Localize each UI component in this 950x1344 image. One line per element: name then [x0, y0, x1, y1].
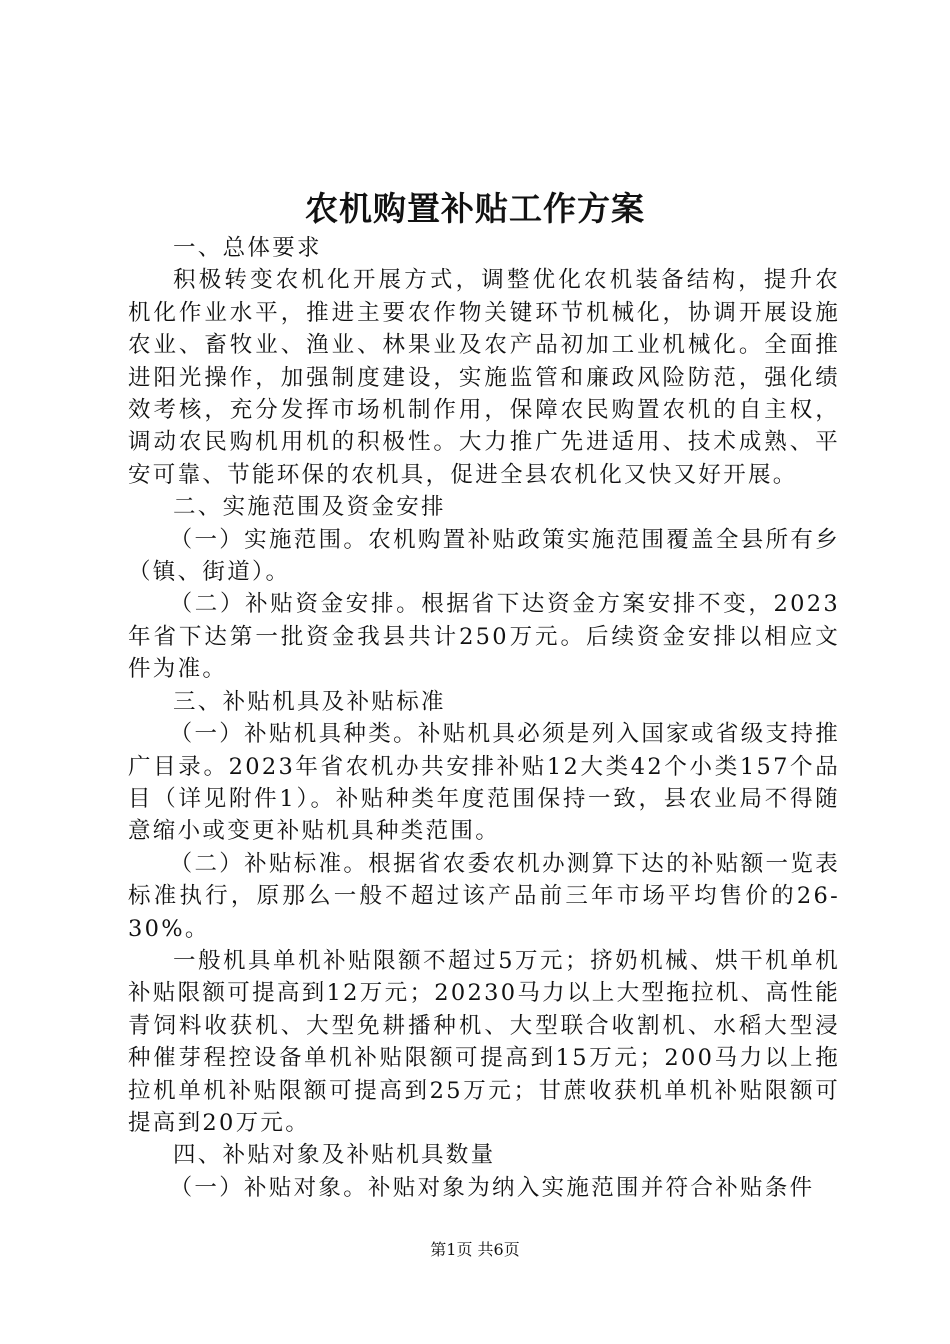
paragraph: （一）补贴对象。补贴对象为纳入实施范围并符合补贴条件 [169, 1174, 815, 1201]
paragraph: （一）实施范围。农机购置补贴政策实施范围覆盖全县所有乡（镇、街道）。 [128, 526, 840, 586]
paragraph: （二）补贴标准。根据省农委农机办测算下达的补贴额一览表标准执行，原那么一般不超过该产品前三年市场平均售价的26-30%。 [128, 850, 840, 942]
section-heading: 二、实施范围及资金安排 [173, 494, 446, 521]
section-heading: 一、总体要求 [173, 235, 322, 261]
section-heading: 三、补贴机具及补贴标准 [173, 688, 446, 715]
document-body [128, 232, 840, 1204]
paragraph: （二）补贴资金安排。根据省下达资金方案安排不变，2023年省下达第一批资金我县共计250万元。后续资金安排以相应文件为准。 [128, 591, 840, 683]
paragraph: 一般机具单机补贴限额不超过5万元；挤奶机械、烘干机单机补贴限额可提高到12万元；20230马力以上大型拖拉机、高性能青饲料收获机、大型免耕播种机、大型联合收割机、水稻大型浸种催芽程控设备单机补贴限额可提高到15万元；200马力以上拖拉机单机补贴限额可提高到25万元；甘蔗收获机单机补贴限额可提高到20万元。 [128, 947, 840, 1136]
page-number: 第1页 共6页 [430, 1240, 520, 1259]
paragraph: （一）补贴机具种类。补贴机具必须是列入国家或省级支持推广目录。2023年省农机办共安排补贴12大类42个小类157个品目（详见附件1）。补贴种类年度范围保持一致，县农业局不得随意缩小或变更补贴机具种类范围。 [128, 721, 840, 845]
paragraph: 积极转变农机化开展方式，调整优化农机装备结构，提升农机化作业水平，推进主要农作物关键环节机械化，协调开展设施农业、畜牧业、渔业、林果业及农产品初加工业机械化。全面推进阳光操作，加强制度建设，实施监管和廉政风险防范，强化绩效考核，充分发挥市场机制作用，保障农民购置农机的自主权，调动农民购机用机的积极性。大力推广先进适用、技术成熟、平安可靠、节能环保的农机具，促进全县农机化又快又好开展。 [128, 267, 840, 488]
document-title: 农机购置补贴工作方案 [305, 189, 645, 228]
section-heading: 四、补贴对象及补贴机具数量 [173, 1142, 496, 1169]
